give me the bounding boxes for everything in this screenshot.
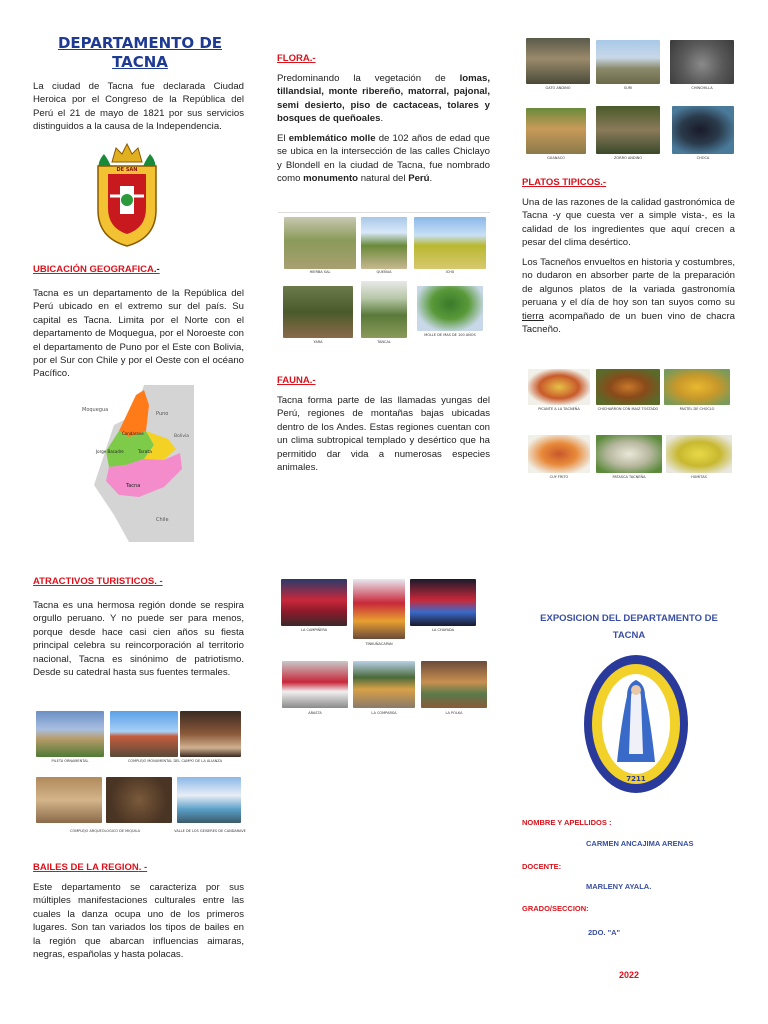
caption-gato-andino: GATO ANDINO [545,86,571,90]
caption-ichu: ICHU [445,270,455,274]
map-label-jorge-basadre: Jorge Basadre [96,449,124,454]
photo-zorro-andino [596,106,660,154]
intro-paragraph: La ciudad de Tacna fue declarada Ciudad Heroica por el Congreso de la República del Perú el 21 de mayo de 1821 por sus servicios distinguidos a la causa de la Independencia. [33,81,244,133]
flora-paragraph-2 [277,132,490,186]
flora-p2-b: emblemático molle [288,133,376,144]
bailes-heading [33,862,147,873]
caption-tancal: TANCAL [377,340,391,344]
map-label-moquegua: Moquegua [82,407,109,413]
photo-guanaco [526,108,586,154]
photo-geysers [177,777,241,823]
bailes-heading-suffix: . - [138,862,148,873]
emblem-number: 7211 [626,775,646,783]
photo-arasta [282,661,348,708]
atractivos-paragraph: Tacna es una hermosa región donde se respira orgullo peruano. Y no puede ser para menos, porque desde hace casi cien años su fiesta principal celebra su reincorporación al territorio nacional, Tacna es sinónimo de patriotismo. Desde su catedral hasta sus fuentes termales. [33,600,244,679]
flora-heading-suffix: .- [309,53,316,64]
flora-heading [277,53,316,64]
flora-p2-d: monumento [303,173,359,185]
platos-heading [522,177,606,188]
photo-quenua [361,217,407,269]
photo-yara [283,286,353,338]
name-label: NOMBRE Y APELLIDOS : [522,818,612,827]
ubicacion-paragraph: Tacna es un departamento de la República del Perú ubicado en el extremo sur del país. Su capital es Tacna. Limita por el Norte con el departamento de Moquegua, por el Noroeste con el departamento de Puno por el Este con Bolivia, por el Sur con Chile y por el Oeste con el océano Pacífico. [33,288,244,380]
caption-choca: CHOCA [696,156,710,160]
caption-chayada: LA CHAYADA [431,628,455,632]
photo-ichu [414,217,486,269]
photo-gato-andino [526,38,590,84]
photo-picante [528,369,590,405]
caption-miquila: COMPLEJO ARQUEOLOGICO DE MIQUILA [70,829,140,833]
photo-humitas [666,435,732,473]
photo-polka [421,661,487,708]
caption-pastel-choclo: PASTEL DE CHOCLO [679,407,715,411]
ubicacion-heading-label: UBICACIÓN GEOGRAFICA [33,264,154,275]
caption-geysers: VALLE DE LOS GEISERES DE CANDARAVE [174,829,246,833]
photo-tinkunacapan [353,579,405,639]
fauna-paragraph: Tacna forma parte de las llamadas yungas del Perú, regiones de montañas bajas ubicadas dentro de los Andes. Estas regiones cuentan con un clima subtropical templado y desértico que ha permitido dar vida a numerosas especies animales. [277,395,490,474]
caption-hierba-sal: HIERBA SAL [309,270,331,274]
grade-label: GRADO/SECCION: [522,904,589,913]
ubicacion-heading-suffix: .- [153,264,160,275]
platos-paragraph-1: Una de las razones de la calidad gastronómica de Tacna -y que cuesta ver a simple vista-, es la calidad de los ingredientes que aquí crecen a pesar del clima desértico. [522,197,735,249]
photo-petroglyph [106,777,172,823]
caption-campo-alianza: COMPLEJO MONUMENTAL DEL CAMPO DE LA ALIANZA [127,759,223,763]
map-label-puno: Puno [156,411,169,417]
photo-miquila [36,777,102,823]
map-label-candarave: Candarave [122,431,144,436]
year-label: 2022 [619,970,640,980]
photo-chinchilla [670,40,734,84]
photo-choca [672,106,734,154]
flora-paragraph-1 [277,72,490,126]
flora-heading-label: FLORA [277,53,310,64]
flora-p2-e: natural del [358,173,409,185]
fauna-heading-label: FAUNA [277,375,310,386]
photo-comparsa [353,661,415,708]
platos-p2-a: Los Tacneños envueltos en historia y costumbres, no dudaron en absorber parte de la preparación de algunos platos de la variada gastronomía peruana y el día de hoy son tan suyos como su [522,257,735,309]
flora-p2-f: Perú [408,173,430,185]
teacher-value: MARLENY AYALA. [586,882,652,891]
photo-monument [180,711,241,757]
map-label-tarata: Tarata [138,450,152,455]
flora-divider [278,212,490,213]
photo-campinera [281,579,347,626]
fauna-heading-suffix: .- [309,375,316,386]
caption-patasca: PATASCA TACNEÑA [612,475,646,479]
flora-p2-c: de 102 años de edad que se ubica en la intersección de las calles Chiclayo y Blondell en la ciudad de Tacna, fue nombrado como [277,133,490,185]
school-emblem [583,654,689,794]
shield-top-text: DE SAN [116,167,138,173]
caption-tinkunacapan: TINKUÑACAPAN [365,642,393,646]
atractivos-heading-suffix: . - [154,576,163,587]
platos-p2-c: acompañado de un buen vino de chacra Tacneño. [522,310,735,336]
map-label-bolivia: Bolivia [174,434,190,439]
photo-suri [596,40,660,84]
photo-campo-alianza [110,711,178,757]
teacher-label: DOCENTE: [522,862,562,871]
caption-humitas: HUMITAS [691,475,707,479]
tacna-coat-of-arms [92,140,162,250]
atractivos-heading [33,576,163,587]
caption-cuy: CUY FRITO [549,475,569,479]
grade-value: 2DO. "A" [588,928,621,937]
platos-heading-label: PLATOS TIPICOS [522,177,601,188]
caption-polka: LA POLKA [445,711,463,715]
caption-zorro-andino: ZORRO ANDINO [614,156,642,160]
caption-arasta: ARASTA [308,711,322,715]
atractivos-heading-label: ATRACTIVOS TURISTICOS [33,576,155,587]
photo-tancal [361,281,407,338]
bailes-paragraph: Este departamento se caracteriza por sus múltiples manifestaciones culturales entre las cuales la danza ocupa uno de los primeros lugares. Son tan variados los tipos de bailes en la región que abarcan influencias aimaras, negras, españolas y hasta polacas. [33,882,244,961]
map-label-chile: Chile [156,517,169,523]
photo-chayada [410,579,476,626]
caption-comparsa: LA COMPARSA [371,711,397,715]
caption-quenua: QUEÑUA [376,270,392,274]
photo-cathedral [36,711,104,757]
platos-paragraph-2 [522,256,735,336]
ubicacion-heading [33,264,160,275]
flora-p2-g: . [429,173,433,185]
caption-chicharron: CHICHARRON CON MAIZ TOSTADO [597,407,659,411]
flora-p1-a: Predominando la vegetación de [277,73,460,84]
map-label-tacna: Tacna [126,483,141,489]
photo-molle [417,286,483,331]
photo-hierba-sal [284,217,356,269]
photo-chicharron [596,369,660,405]
caption-picante: PICANTE A LA TACNEÑA [538,407,580,411]
caption-guanaco: GUANACO [547,156,565,160]
photo-pastel-choclo [664,369,730,405]
flora-p1-b: lomas, tillandsial, monte ribereño, matorral, pajonal, semi desierto, piso de cactaceas, tolares y bosques de queñoales [277,73,490,125]
exposition-title: EXPOSICION DEL DEPARTAMENTO DE TACNA [540,613,718,641]
flora-p2-a: El [277,133,289,144]
bailes-heading-label: BAILES DE LA REGION [33,862,139,873]
tacna-region-map [74,385,194,542]
platos-p2-b: tierra [522,310,544,322]
caption-pileta: PILETA ORNAMENTAL [51,759,89,763]
caption-chinchilla: CHINCHILLA [691,86,713,90]
caption-molle: MOLLE DE MAS DE 100 AÑOS [424,333,476,337]
flora-p1-c: . [380,113,384,125]
photo-patasca [596,435,662,473]
name-value: CARMEN ANCAJIMA ARENAS [586,839,694,848]
fauna-heading [277,375,316,386]
platos-heading-suffix: .- [600,177,607,188]
caption-suri: SURI [623,86,633,90]
caption-yara: YARA [313,340,323,344]
caption-campinera: LA CAMPIÑERA [300,628,328,632]
photo-cuy [528,435,590,473]
page-title: DEPARTAMENTO DE TACNA [57,34,223,71]
